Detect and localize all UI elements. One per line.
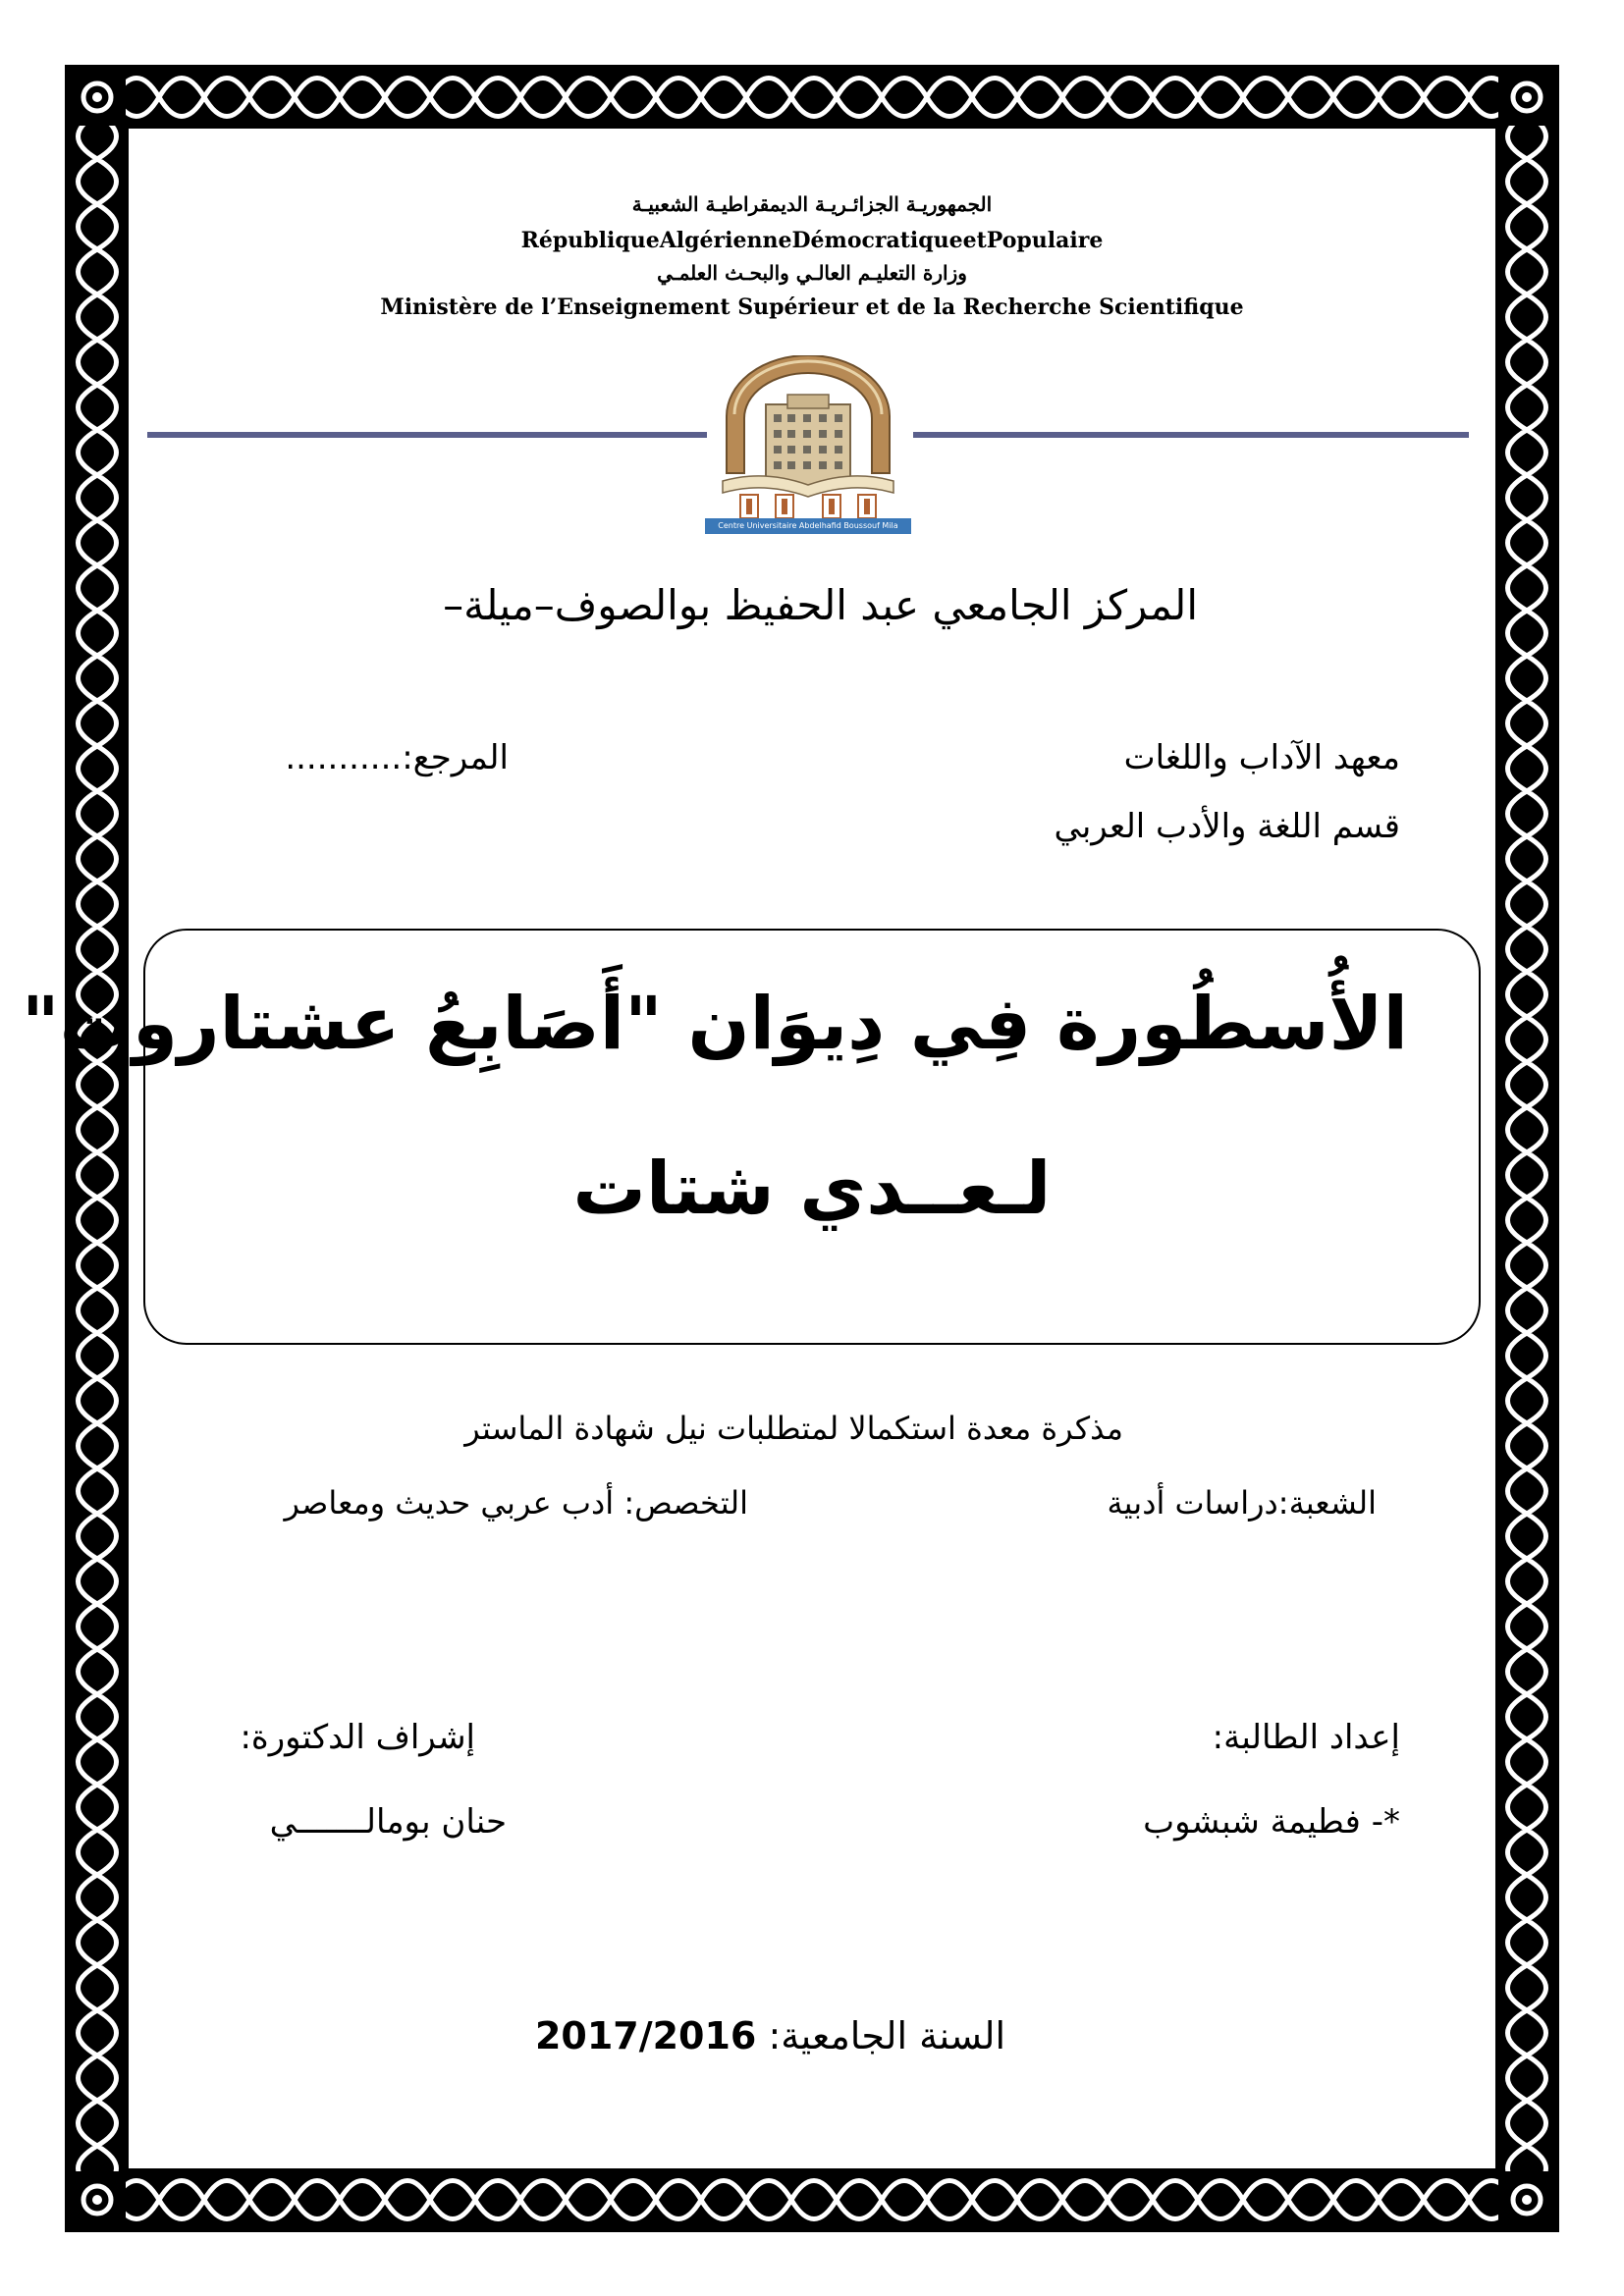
circle-dot-icon [1498, 2171, 1555, 2228]
supervisor-label: إشراف الدكتورة: [240, 1718, 475, 1757]
department-name: قسم اللغة والأدب العربي [1054, 807, 1400, 846]
republic-name-arabic: الجمهوريـة الجزائـريـة الديمقراطيـة الشعبيـة [631, 192, 993, 216]
circle-dot-icon [1498, 69, 1555, 126]
branch-label: الشعبة:دراسات أدبية [1107, 1484, 1377, 1522]
republic-name-french: RépubliqueAlgérienneDémocratiqueetPopulaire [520, 228, 1104, 253]
institution-name: المركز الجامعي عبد الحفيظ بوالصوف–ميلة– [443, 581, 1198, 629]
thesis-title: الأُسطُورة فِي دِيوَان "أَصَابِعُ عشتاروت" [22, 982, 1408, 1066]
specialty-label: التخصص: أدب عربي حديث ومعاصر [284, 1484, 748, 1522]
university-crest-icon [705, 355, 911, 534]
ministry-name-arabic: وزارة التعليـم العالـي والبحـث العلمـي [657, 261, 967, 285]
border-band-bottom [69, 2171, 1555, 2228]
header-rule-right [913, 432, 1469, 438]
ministry-name-french: Ministère de l’Enseignement Supérieur et de la Recherche Scientifique [380, 294, 1244, 320]
student-name: *- فطيمة شبشوب [1143, 1802, 1400, 1842]
prepared-by-label: إعداد الطالبة: [1212, 1718, 1400, 1757]
circle-dot-icon [69, 2171, 126, 2228]
border-band-top [69, 69, 1555, 126]
reference-field: المرجع:........... [285, 738, 509, 777]
academic-year-label: السنة الجامعية: [768, 2014, 1005, 2057]
institute-name: معهد الآداب واللغات [1123, 738, 1400, 777]
circle-dot-icon [69, 69, 126, 126]
crest-caption: Centre Universitaire Abdelhafid Boussouf Mila [705, 518, 911, 534]
supervisor-name: حنان بومالـــــــي [269, 1802, 507, 1842]
academic-year-value: 2017/2016 [534, 2014, 757, 2057]
header-rule-left [147, 432, 707, 438]
thesis-title-author: لـعــدي شتات [572, 1147, 1052, 1231]
thesis-purpose-note: مذكرة معدة استكمالا لمتطلبات نيل شهادة الماستر [464, 1410, 1123, 1447]
academic-year [535, 2014, 1005, 2057]
